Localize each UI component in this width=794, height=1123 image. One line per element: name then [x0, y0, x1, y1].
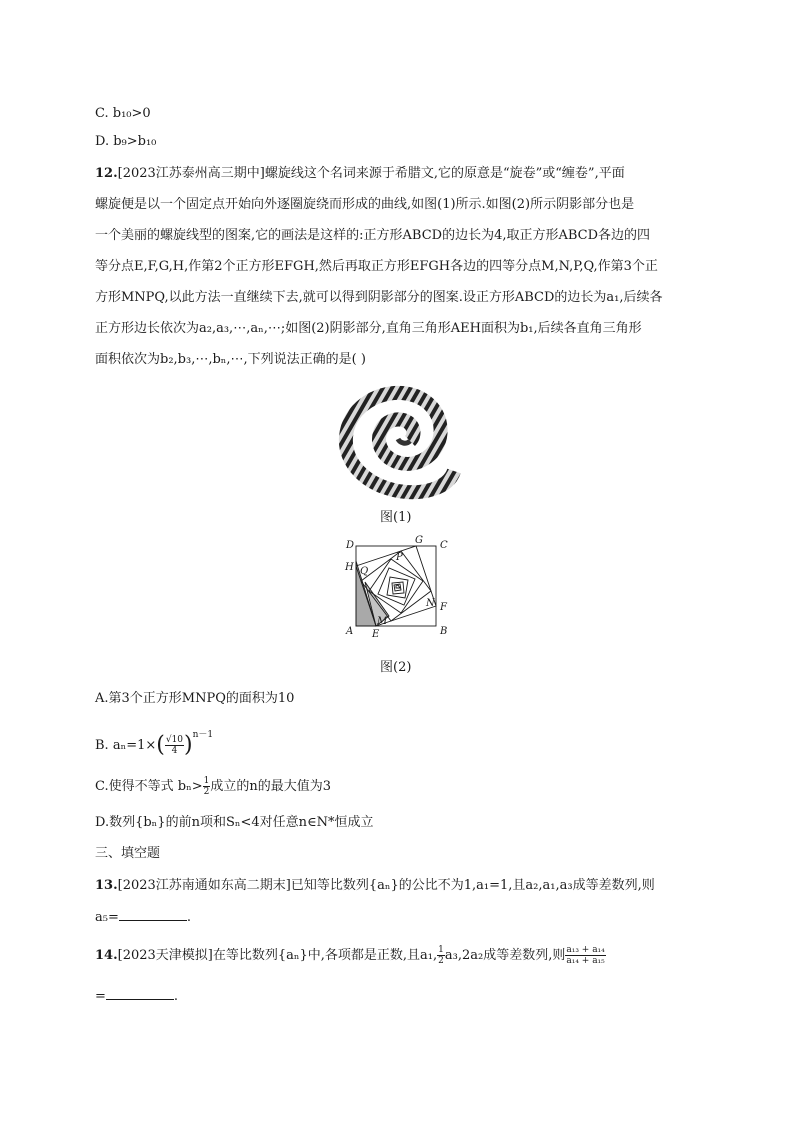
- option-c: [95, 776, 331, 797]
- question-13-answer-line: [95, 908, 191, 927]
- svg-text:D: D: [346, 540, 355, 551]
- nested-squares-figure: [340, 530, 460, 642]
- question-text-line: [2023江苏泰州高三期中]螺旋线这个名词来源于希腊文,它的原意是“旋卷”或“缠卷”,平面: [117, 166, 625, 181]
- figure-1-caption: 图(1): [380, 510, 412, 525]
- q14-frac-den: 2: [438, 956, 444, 966]
- svg-text:C: C: [440, 540, 448, 551]
- question-number: 12.: [95, 166, 118, 181]
- svg-text:G: G: [415, 535, 423, 546]
- q14-ratio-den: a₁₄ + a₁₅: [566, 956, 605, 966]
- option-c-prev: C. b₁₀>0: [95, 106, 151, 121]
- question-text-line: 螺旋便是以一个固定点开始向外逐圈旋绕而形成的曲线,如图(1)所示.如图(2)所示阴影部分也是: [95, 197, 635, 212]
- answer-prefix: =: [95, 989, 106, 1004]
- option-d: D.数列{bₙ}的前n项和Sₙ<4对任意n∈N*恒成立: [95, 815, 374, 830]
- svg-text:M: M: [377, 616, 388, 627]
- option-b: B. aₙ=1×( $\frac{√10}{4}$ )$^{n-1}$: [95, 730, 214, 758]
- question-text-line: 正方形边长依次为a₂,a₃,⋯,aₙ,⋯;如图(2)阴影部分,直角三角形AEH面积为b₁,后续各直角三角形: [95, 321, 642, 336]
- spiral-figure: [336, 385, 466, 500]
- svg-text:N: N: [426, 598, 435, 609]
- answer-blank[interactable]: [119, 908, 187, 921]
- svg-text:P: P: [396, 552, 403, 563]
- answer-prefix: a₅=: [95, 910, 119, 925]
- question-text-line: 面积依次为b₂,b₃,⋯,bₙ,⋯,下列说法正确的是( ): [95, 352, 366, 367]
- answer-blank[interactable]: [106, 987, 174, 1000]
- svg-text:Q: Q: [360, 566, 369, 577]
- question-text-line: 等分点E,F,G,H,作第2个正方形EFGH,然后再取正方形EFGH各边的四等分点M,N,P,Q,作第3个正: [95, 259, 658, 274]
- answer-suffix: .: [173, 989, 179, 1004]
- section-heading: 三、填空题: [95, 846, 161, 861]
- question-text: [2023天津模拟]在等比数列{aₙ}中,各项都是正数,且a₁,: [117, 948, 438, 963]
- q14-frac-num: 1: [438, 945, 444, 955]
- svg-text:A: A: [346, 626, 354, 637]
- option-c-prefix: C.使得不等式 bₙ>: [95, 779, 203, 794]
- option-a: A.第3个正方形MNPQ的面积为10: [95, 691, 295, 706]
- question-text: a₃,2a₂成等差数列,则: [444, 948, 566, 963]
- question-14-answer-line: [95, 987, 178, 1006]
- svg-text:F: F: [440, 602, 447, 613]
- svg-text:B: B: [440, 626, 448, 637]
- option-b-frac-num: √10: [165, 735, 184, 745]
- option-c-suffix: 成立的n的最大值为3: [210, 779, 331, 794]
- q14-ratio-num: a₁₃ + a₁₄: [566, 945, 605, 955]
- option-c-frac-den: 2: [203, 787, 210, 797]
- option-c-frac-num: 1: [203, 776, 210, 786]
- question-text-line: [2023江苏南通如东高二期末]已知等比数列{aₙ}的公比不为1,a₁=1,且a₂,a₁,a₃成等差数列,则: [117, 878, 655, 893]
- option-b-frac-den: 4: [171, 746, 178, 756]
- question-14: [95, 945, 606, 975]
- question-number: 14.: [95, 948, 118, 963]
- question-text-line: 一个美丽的螺旋线型的图案,它的画法是这样的:正方形ABCD的边长为4,取正方形ABCD各边的四: [95, 228, 651, 243]
- answer-suffix: .: [186, 910, 191, 925]
- question-text-line: 方形MNPQ,以此方法一直继续下去,就可以得到阴影部分的图案.设正方形ABCD的边长为a₁,后续各: [95, 290, 663, 305]
- figure-2-caption: 图(2): [380, 660, 412, 675]
- option-d-prev: D. b₉>b₁₀: [95, 134, 157, 149]
- option-b-prefix: B. aₙ=1×: [95, 738, 157, 753]
- svg-text:H: H: [345, 562, 354, 573]
- option-b-exponent: n－1: [192, 730, 214, 740]
- svg-text:E: E: [372, 629, 380, 640]
- question-13: [95, 877, 655, 895]
- question-number: 13.: [95, 878, 118, 893]
